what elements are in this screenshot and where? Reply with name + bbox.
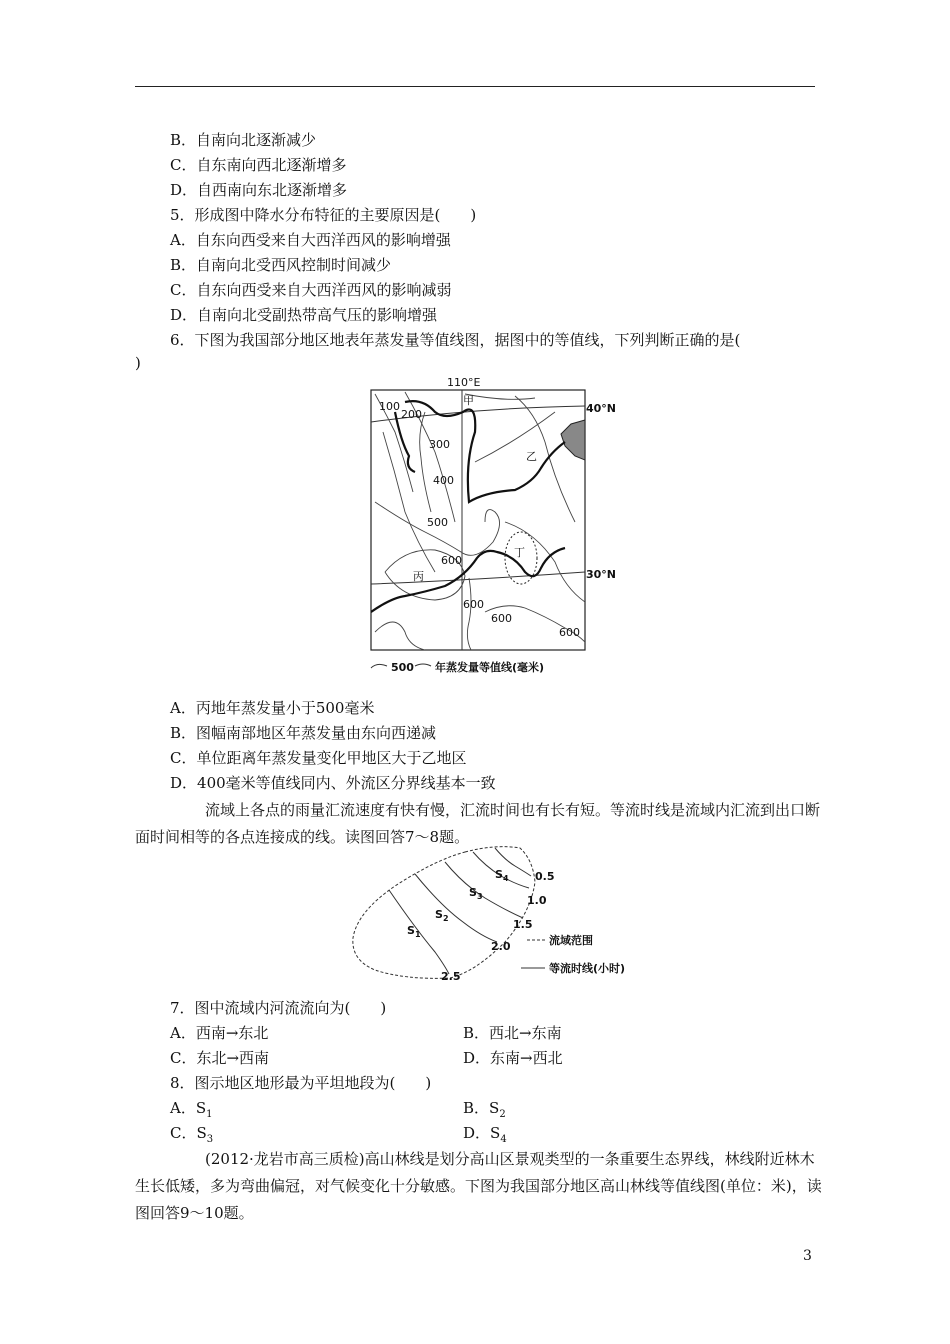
q6-option-b: B．图幅南部地区年蒸发量由东向西递减: [170, 724, 437, 742]
label-yi: 乙: [526, 450, 537, 463]
label-jia: 甲: [463, 394, 474, 407]
q8-c-text: C．S: [170, 1124, 207, 1142]
s3-label: S: [469, 886, 477, 899]
q8-option-b: [463, 1098, 506, 1125]
q8-c-sub: 3: [206, 1134, 214, 1145]
label-600-b: 600: [463, 598, 484, 611]
label-400: 400: [433, 474, 454, 487]
label-lat-30: 30°N: [586, 568, 617, 581]
legend-basin: 流域范围: [549, 934, 593, 947]
s1-sub: 1: [414, 930, 421, 939]
q6-option-c: C．单位距离年蒸发量变化甲地区大于乙地区: [170, 749, 467, 767]
page-number: 3: [803, 1248, 812, 1264]
option-d-top: D．自西南向东北逐渐增多: [170, 181, 348, 199]
label-600-d: 600: [559, 626, 580, 639]
label-600-a: 600: [441, 554, 462, 567]
q5-option-c: C．自东向西受来自大西洋西风的影响减弱: [170, 281, 452, 299]
label-bing: 丙: [413, 570, 424, 583]
legend-value: 500: [391, 661, 414, 674]
q5-option-b: B．自南向北受西风控制时间减少: [170, 256, 392, 274]
label-600-c: 600: [491, 612, 512, 625]
s4-label: S: [495, 868, 503, 881]
intro-7-8: 流域上各点的雨量汇流速度有快有慢，汇流时间也有长有短。等流时线是流域内汇流到出口断面时间相等的各点连接成的线。读图回答7～8题。: [135, 801, 821, 846]
label-300: 300: [429, 438, 450, 451]
q7-option-b: B．西北→东南: [463, 1024, 562, 1042]
iso-label-0-5: 0.5: [535, 870, 555, 883]
intro-9-10: (2012·龙岩市高三质检)高山林线是划分高山区景观类型的一条重要生态界线，林线附近林木生长低矮，多为弯曲偏冠，对气候变化十分敏感。下图为我国部分地区高山林线等值线图(单位：米)，读图回答9～10题。: [135, 1150, 822, 1222]
isochrone-1-5: [445, 862, 523, 918]
q8-d-sub: 4: [500, 1134, 507, 1145]
q8-a-sub: 1: [206, 1109, 213, 1120]
s2-sub: 2: [442, 914, 449, 923]
evaporation-map: [365, 372, 617, 682]
q5-option-a: A．自东向西受来自大西洋西风的影响增强: [170, 231, 451, 249]
q8-b-text: B．S: [463, 1099, 500, 1117]
label-lon: 110°E: [447, 376, 481, 389]
svg-text:S4: [495, 868, 509, 883]
q5-stem: 5．形成图中降水分布特征的主要原因是( ): [170, 206, 477, 224]
basin-boundary: [353, 847, 535, 979]
s3-sub: 3: [476, 892, 483, 901]
isochrone-2-0: [415, 874, 497, 942]
q7-stem: 7．图中流域内河流流向为( ): [170, 999, 387, 1017]
label-lat-40: 40°N: [586, 402, 617, 415]
q8-stem: 8．图示地区地形最为平坦地段为( ): [170, 1074, 432, 1092]
svg-text:S1: [407, 924, 421, 939]
q7-option-a: A．西南→东北: [170, 1024, 269, 1042]
svg-text:S3: [469, 886, 483, 901]
header-rule: [135, 86, 815, 87]
iso-label-2-5: 2.5: [441, 970, 461, 983]
q7-option-c: C．东北→西南: [170, 1049, 270, 1067]
q8-option-a: [170, 1098, 212, 1125]
q5-option-d: D．自南向北受副热带高气压的影响增强: [170, 306, 438, 324]
s4-sub: 4: [502, 874, 509, 883]
q7-option-d: D．东南→西北: [463, 1049, 563, 1067]
option-b-top: B．自南向北逐渐减少: [170, 131, 317, 149]
isochrone-map: [345, 842, 645, 987]
iso-label-2-0: 2.0: [491, 940, 511, 953]
legend-isoline-sample: [371, 664, 387, 668]
q6-stem: 6．下图为我国部分地区地表年蒸发量等值线图，据图中的等值线，下列判断正确的是(: [170, 331, 741, 349]
legend-iso: 等流时线(小时): [549, 962, 626, 975]
q6-option-a: A．丙地年蒸发量小于500毫米: [170, 699, 375, 717]
label-500: 500: [427, 516, 448, 529]
label-ding: 丁: [514, 546, 525, 559]
iso-label-1-5: 1.5: [513, 918, 533, 931]
q8-b-sub: 2: [499, 1109, 506, 1120]
legend-text: 年蒸发量等值线(毫米): [435, 661, 545, 674]
label-200: 200: [401, 408, 422, 421]
s1-label: S: [407, 924, 415, 937]
q8-a-text: A．S: [170, 1099, 207, 1117]
label-100: 100: [379, 400, 400, 413]
s2-label: S: [435, 908, 443, 921]
q6-stem-cont: ): [135, 354, 141, 372]
q6-option-d: D．400毫米等值线同内、外流区分界线基本一致: [170, 774, 496, 792]
iso-label-1-0: 1.0: [527, 894, 547, 907]
option-c-top: C．自东南向西北逐渐增多: [170, 156, 347, 174]
q8-d-text: D．S: [463, 1124, 501, 1142]
svg-text:S2: [435, 908, 449, 923]
legend-isoline-sample-2: [415, 664, 431, 666]
